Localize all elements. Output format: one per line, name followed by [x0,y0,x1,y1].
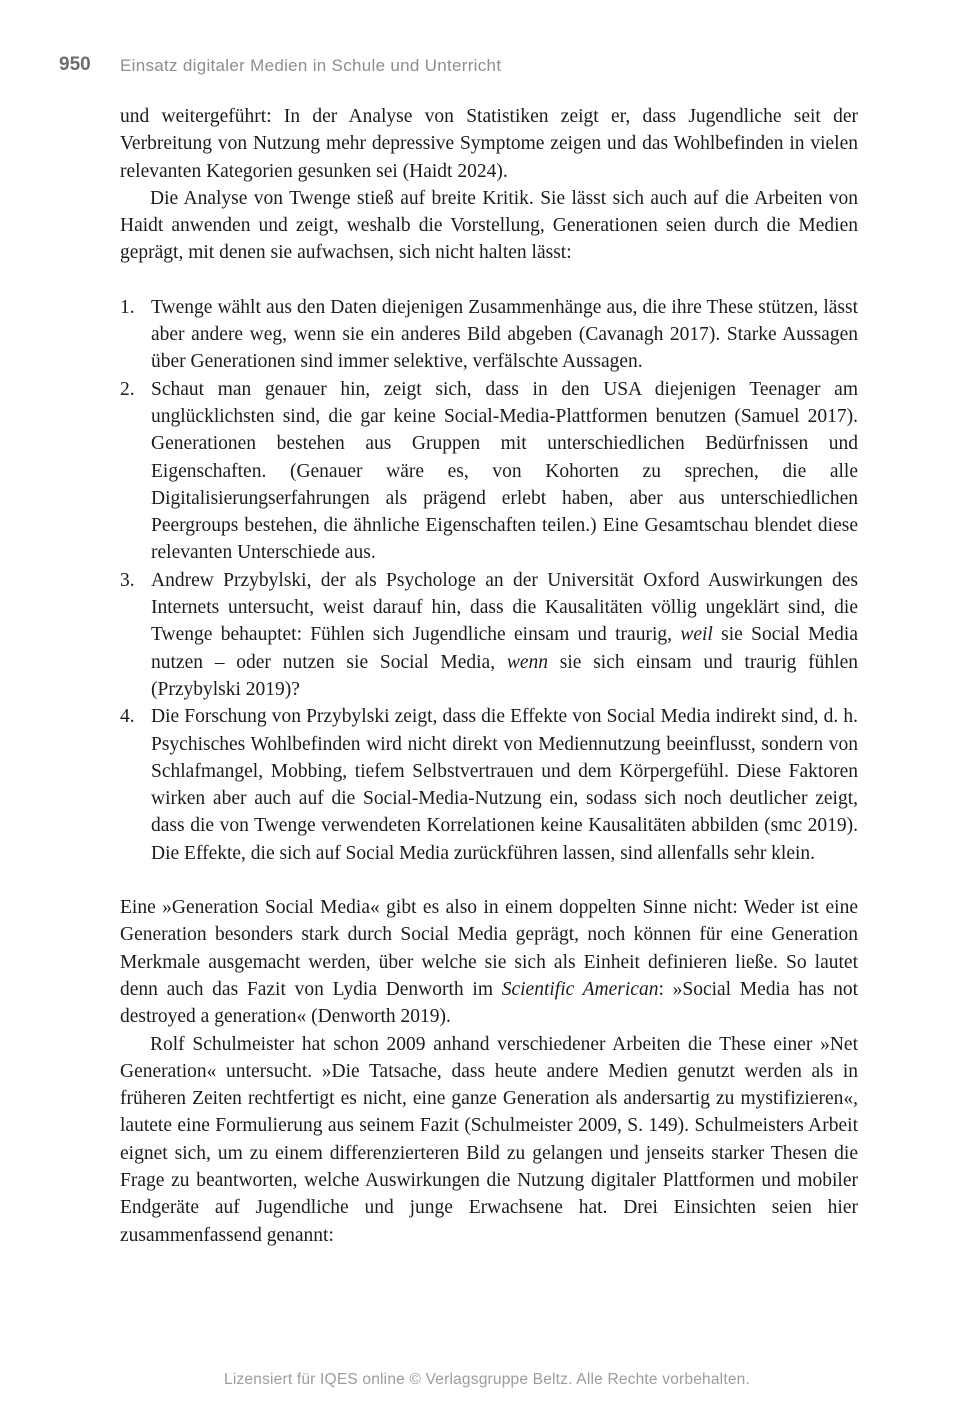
running-header: Einsatz digitaler Medien in Schule und Unterricht [120,56,502,75]
text-run: Schaut man genauer hin, zeigt sich, dass in den USA diejenigen Teenager am unglücklichsten sind, die gar keine Social-Media-Plattformen benutzen (Samuel 2017). Generationen bestehen aus Gruppen mit unterschiedlichen Bedürfnissen und Eigenschaften. (Genauer wäre es, von Kohorten zu sprechen, die alle Digitalisierungserfahrungen als prägend erlebt haben, aber aus unterschiedlichen Peergroups bestehen, die ähnliche Eigenschaften teilen.) Eine Gesamtschau blendet diese relevanten Unterschiede aus. [151,378,858,564]
text-run: Twenge wählt aus den Daten diejenigen Zusammenhänge aus, die ihre These stützen, lässt aber andere weg, wenn sie ein anderes Bild abgeben (Cavanagh 2017). Starke Aussagen über Generationen sind immer selektive, verfälschte Aussagen. [151,296,858,373]
italic-text-run: weil [680,624,713,646]
text-run: Rolf Schulmeister hat schon 2009 anhand verschiedener Arbeiten die These einer »Net Generation« untersucht. »Die Tatsache, dass heute andere Medien genutzt werden als in früheren Zeiten rechtfertigt es nicht, eine ganze Generation als andersartig zu mystifizieren«, lautete eine Formulierung aus seinem Fazit (Schulmeister 2009, S. 149). Schulmeisters Arbeit eignet sich, um zu einem differenzierteren Bild zu gelangen und jenseits starker Thesen die Frage zu beantworten, welche Auswirkungen die Nutzung digitaler Plattformen und mobiler Endgeräte auf Jugendliche und junge Erwachsene hat. Drei Einsichten seien hier zusammenfassend genannt: [120,1033,858,1246]
text-run: Die Forschung von Przybylski zeigt, dass die Effekte von Social Media indirekt sind, d. h. Psychisches Wohlbefinden wird nicht direkt von Mediennutzung beeinflusst, sondern von Schlafmangel, Mobbing, tiefem Selbstvertrauen und dem Körpergefühl. Diese Faktoren wirken aber auch auf die Social-Media-Nutzung ein, sodass sich noch deutlicher zeigt, dass die von Twenge verwendeten Korrelationen keine Kausalitäten abbilden (smc 2019). Die Effekte, die sich auf Social Media zurückführen lassen, sind allenfalls sehr klein. [151,706,858,864]
text-run: und weitergeführt: In der Analyse von Statistiken zeigt er, dass Jugendliche seit der Verbreitung von Nutzung mehr depressive Symptome zeigen und das Wohlbefinden in vielen relevanten Kategorien gesunken sei (Haidt 2024). [120,106,858,182]
text-run: Andrew Przybylski, der als Psychologe an der Universität Oxford Auswirkungen des Internets untersucht, weist darauf hin, dass die Kausalitäten völlig ungeklärt sind, die Twenge behauptet: Fühlen sich Jugendliche einsam und traurig, [151,569,858,646]
italic-text-run: Scientific American [501,978,659,1000]
italic-text-run: wenn [506,651,549,673]
paragraph [120,1031,858,1249]
text-run: sie sich einsam und traurig fühlen (Przybylski 2019)? [151,651,858,700]
list-item [120,703,858,867]
text-run: Die Analyse von Twenge stieß auf breite Kritik. Sie lässt sich auch auf die Arbeiten von Haidt anwenden und zeigt, weshalb die Vorstellung, Generationen seien durch die Medien geprägt, mit denen sie aufwachsen, sich nicht halten lässt: [120,187,858,264]
text-run: Eine »Generation Social Media« gibt es also in einem doppelten Sinne nicht: Weder ist eine Generation besonders stark durch Social Media geprägt, noch können für eine Generation Merkmale ausgemacht werden, über welche sie sich als Einheit definieren ließe. So lautet denn auch das Fazit von Lydia Denworth im [120,897,858,1000]
paragraph [120,103,858,185]
license-note: Lizensiert für IQES online © Verlagsgruppe Beltz. Alle Rechte vorbehalten. [224,1371,750,1388]
page-number: 950 [59,54,91,75]
text-content [120,103,858,1249]
text-run: : »Social Media has not destroyed a generation« (Denworth 2019). [120,978,858,1028]
page-header [0,54,974,78]
page-footer [0,1371,974,1389]
list-item [120,294,858,376]
paragraph [120,894,858,1030]
list-item [120,567,858,703]
text-run: sie Social Media nutzen – oder nutzen sie Social Media, [151,624,859,673]
numbered-list [120,294,858,867]
paragraph [120,185,858,267]
list-item [120,376,858,567]
